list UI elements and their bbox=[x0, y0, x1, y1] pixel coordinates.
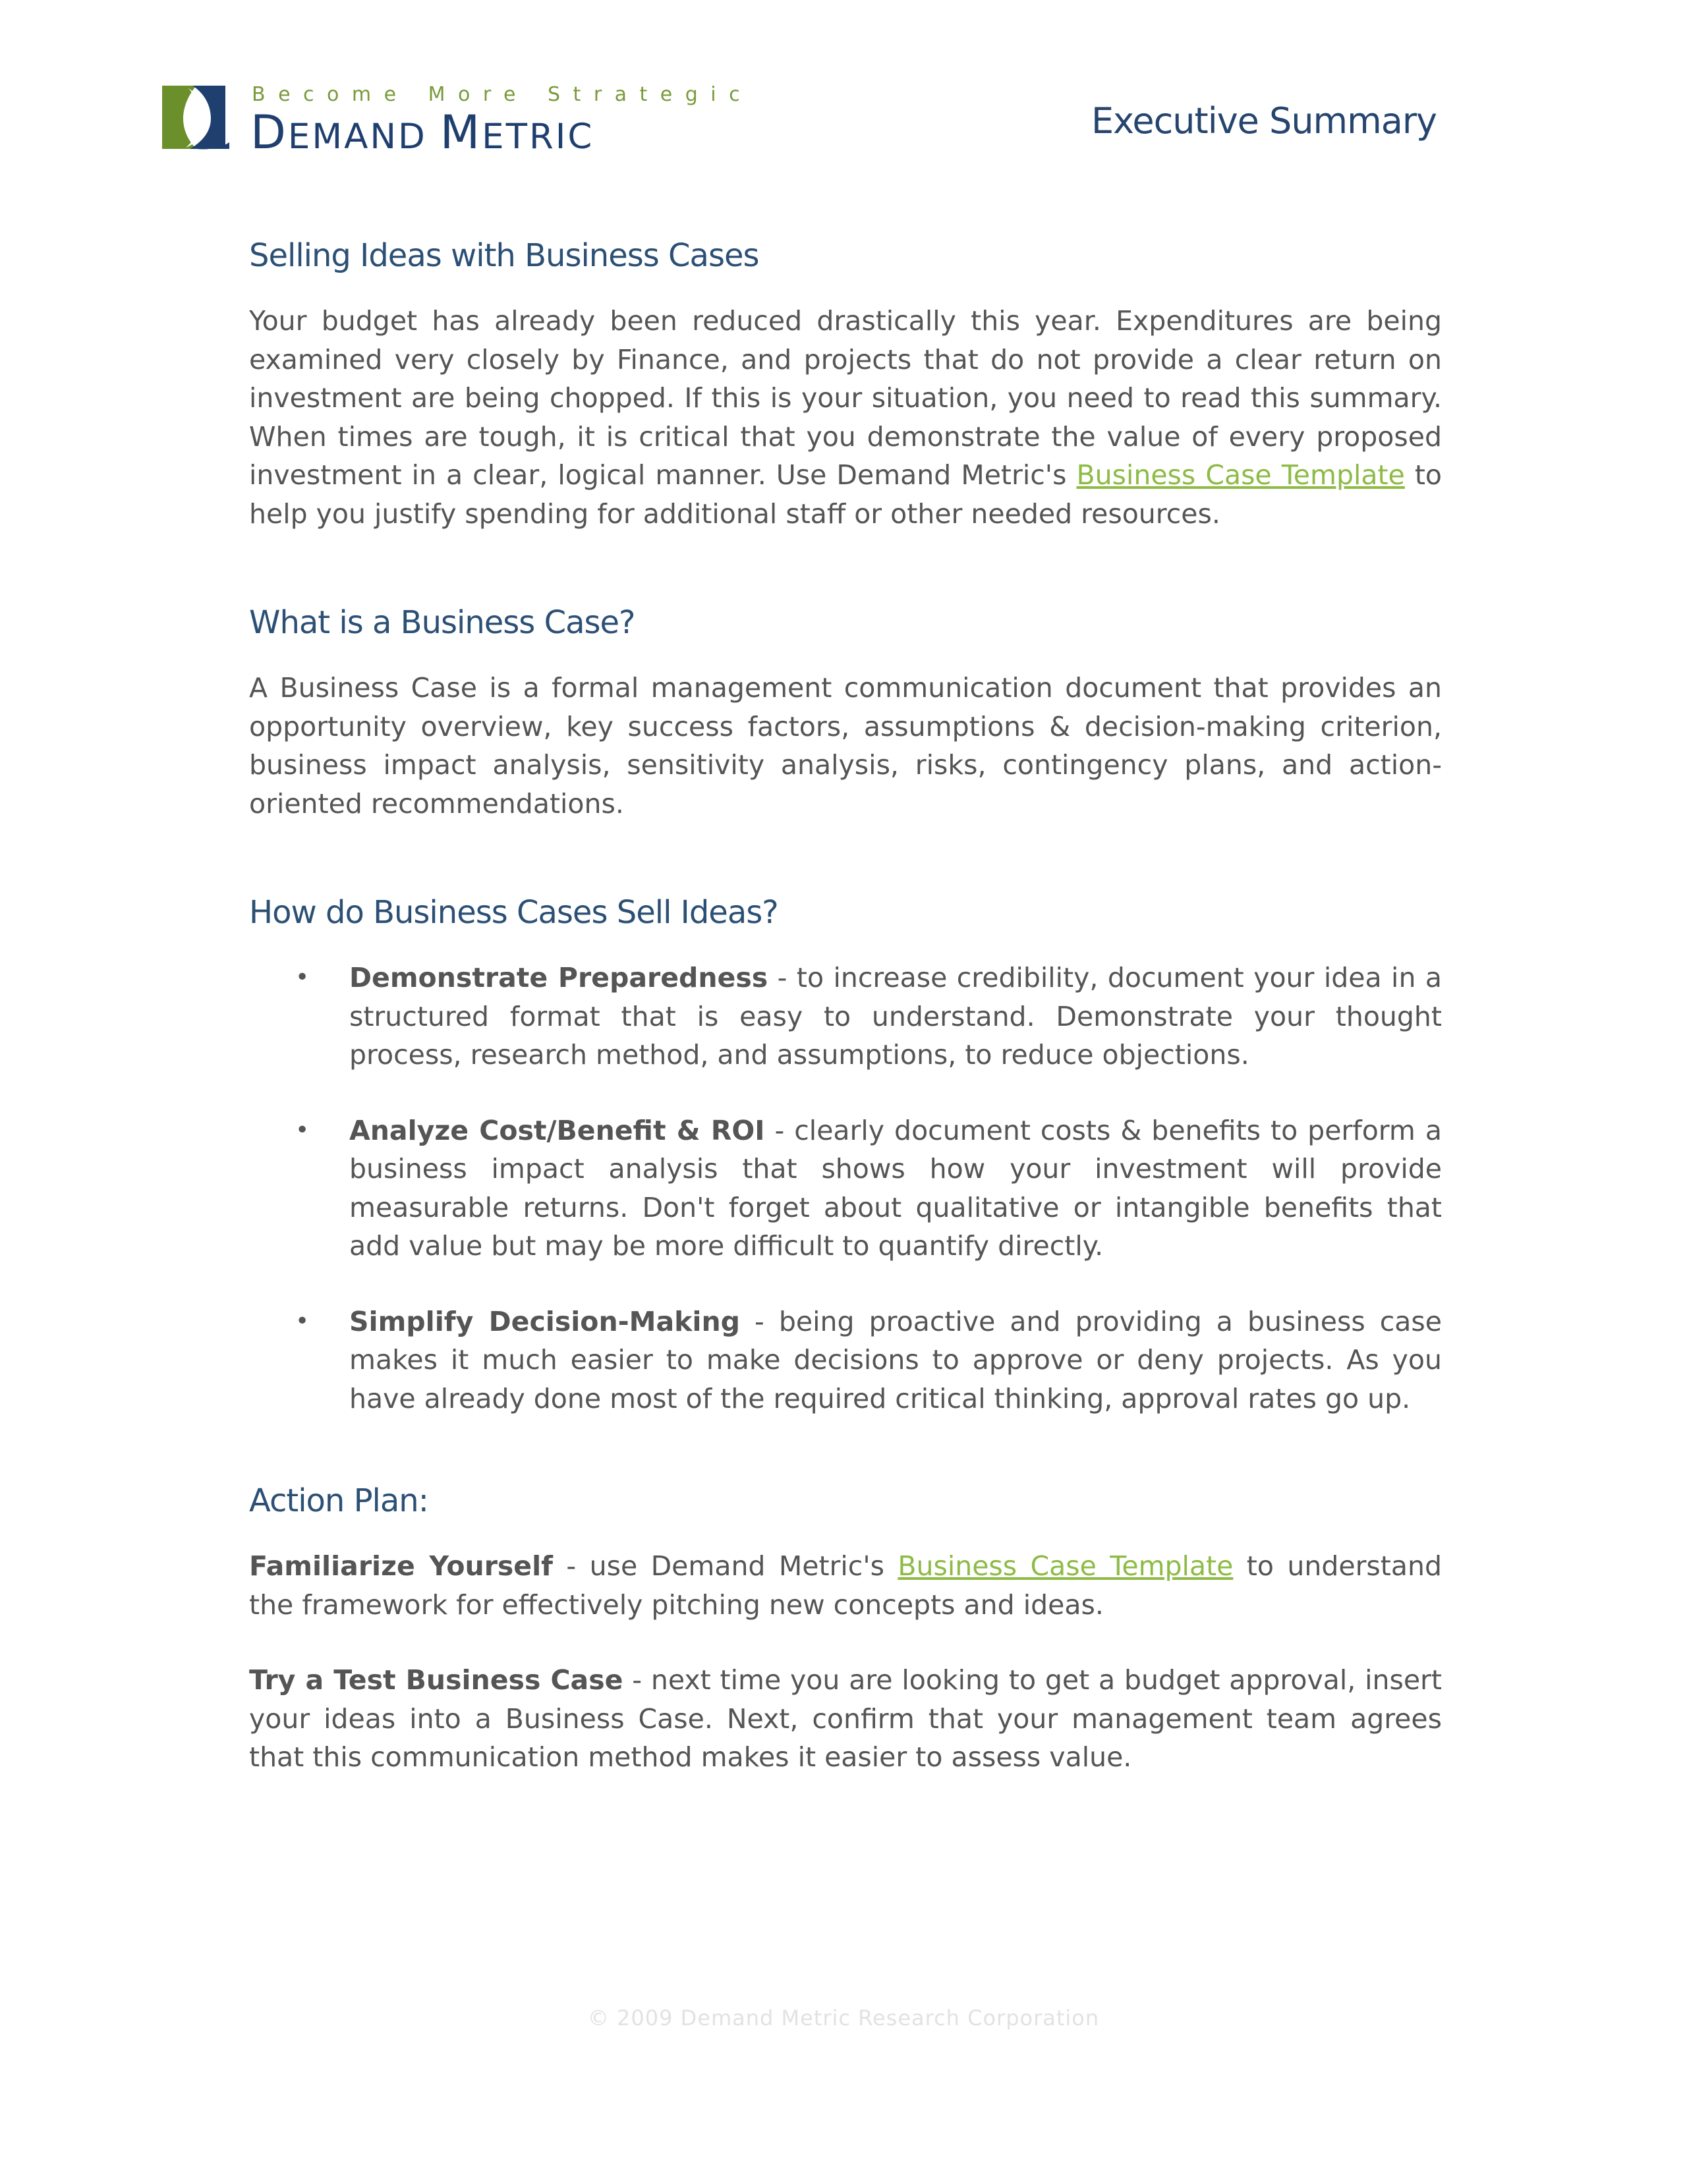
section-heading: What is a Business Case? bbox=[249, 604, 635, 641]
list-item: • Simplify Decision-Making - being proactive and providing a business case makes it much easier to make decisions to approve or deny projects. As you have already done most of the required critical thinking, approval rates go up. bbox=[249, 1302, 1442, 1418]
section-heading: How do Business Cases Sell Ideas? bbox=[249, 894, 778, 931]
action-item-familiarize: Familiarize Yourself - use Demand Metric's Business Case Template to understand the framework for effectively pitching new concepts and ideas. bbox=[249, 1550, 1442, 1621]
business-case-template-link[interactable]: Business Case Template bbox=[898, 1550, 1234, 1582]
action-item-test-case: Try a Test Business Case - next time you are looking to get a budget approval, insert your ideas into a Business Case. Next, confirm that your management team agrees that this communication method makes it easier to assess value. bbox=[249, 1664, 1442, 1773]
bullet-icon: • bbox=[295, 1307, 310, 1335]
section-action-plan bbox=[249, 1474, 1442, 1777]
section-paragraph: Your budget has already been reduced drastically this year. Expenditures are being examined very closely by Finance, and projects that do not provide a clear return on investment are being chopped. If this is your situation, you need to read this summary. When times are tough, it is critical that you demonstrate the value of every proposed investment in a clear, logical manner. Use Demand Metric's Business Case Template to help you justify spending for additional staff or other needed resources. bbox=[249, 305, 1442, 530]
document-body bbox=[249, 229, 1442, 1777]
section-selling-ideas bbox=[249, 229, 1442, 533]
section-heading: Action Plan: bbox=[249, 1482, 428, 1519]
bullet-icon: • bbox=[295, 1116, 310, 1144]
footer-copyright: © 2009 Demand Metric Research Corporation bbox=[587, 2005, 1100, 2030]
logo-tagline: Become More Strategic bbox=[252, 83, 753, 106]
section-what-is-business-case bbox=[249, 596, 1442, 823]
list-item: • Demonstrate Preparedness - to increase credibility, document your idea in a structured format that is easy to understand. Demonstrate your thought process, research method, and assumptions, to reduce objections. bbox=[249, 959, 1442, 1075]
list-item: • Analyze Cost/Benefit & ROI - clearly document costs & benefits to perform a business impact analysis that shows how your investment will provide measurable returns. Don't forget about qualitative or intangible benefits that add value but may be more difficult to quantify directly. bbox=[249, 1111, 1442, 1266]
section-paragraph: A Business Case is a formal management communication document that provides an opportunity overview, key success factors, assumptions & decision-making criterion, business impact analysis, sensitivity analysis, risks, contingency plans, and action-oriented recommendations. bbox=[249, 672, 1442, 820]
section-heading: Selling Ideas with Business Cases bbox=[249, 237, 759, 274]
logo-brand-name: DEMAND METRIC bbox=[250, 105, 594, 159]
demand-metric-logo bbox=[158, 79, 804, 159]
demand-metric-logo-icon bbox=[158, 82, 229, 153]
benefits-list bbox=[249, 959, 1442, 1418]
section-how-sell-ideas bbox=[249, 886, 1442, 1418]
business-case-template-link[interactable]: Business Case Template bbox=[1076, 459, 1405, 491]
document-title: Executive Summary bbox=[1091, 100, 1437, 142]
bullet-icon: • bbox=[295, 964, 310, 991]
